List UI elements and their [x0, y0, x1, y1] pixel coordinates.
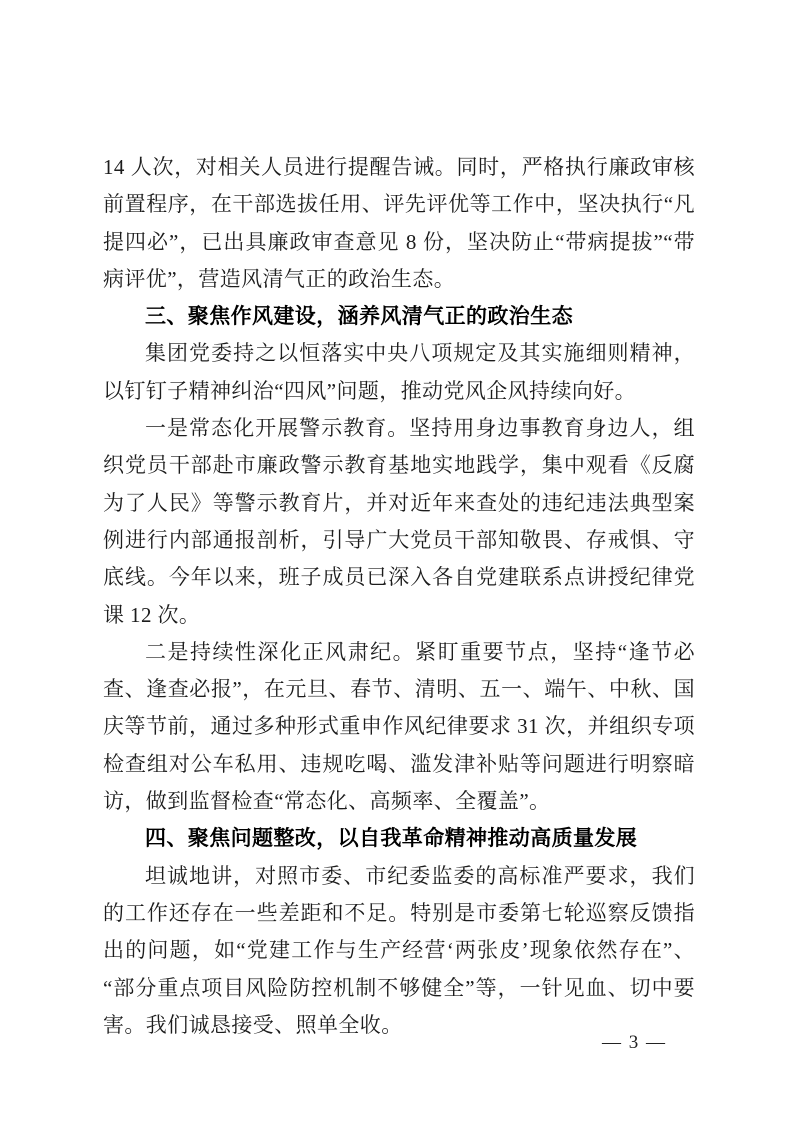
- section-heading-four: 四、聚焦问题整改，以自我革命精神推动高质量发展: [145, 827, 638, 851]
- section-heading-three: 三、聚焦作风建设，涵养风清气正的政治生态: [145, 305, 573, 329]
- body-paragraph: 坦诚地讲，对照市委、市纪委监委的高标准严要求，我们的工作还存在一些差距和不足。特别是市委第七轮巡察反馈指出的问题，如“党建工作与生产经营‘两张皮’现象依然存在”、“部分重点项目风险防控机制不够健全”等，一针见血、切中要害。我们诚恳接受、照单全收。: [103, 863, 695, 1037]
- document-content: [103, 149, 695, 1044]
- page-footer: [602, 1031, 665, 1055]
- page-number: — 3 —: [602, 1032, 665, 1053]
- body-paragraph: 二是持续性深化正风肃纪。紧盯重要节点，坚持“逢节必查、逢查必报”，在元旦、春节、清明、五一、端午、中秋、国庆等节前，通过多种形式重申作风纪律要求 31 次，并组织专项检查组对公车私用、违规吃喝、滥发津补贴等问题进行明察暗访，做到监督检查“常态化、高频率、全覆盖”。: [103, 639, 695, 814]
- body-paragraph-continuation: 14 人次，对相关人员进行提醒告诫。同时，严格执行廉政审核前置程序，在干部选拔任用、评先评优等工作中，坚决执行“凡提四必”，已出具廉政审查意见 8 份，坚决防止“带病提拔”“带病评优”，营造风清气正的政治生态。: [103, 155, 695, 291]
- body-paragraph: 集团党委持之以恒落实中央八项规定及其实施细则精神，以钉钉子精神纠治“四风”问题，推动党风企风持续向好。: [103, 341, 695, 403]
- body-paragraph: 一是常态化开展警示教育。坚持用身边事教育身边人，组织党员干部赴市廉政警示教育基地实地践学，集中观看《反腐为了人民》等警示教育片，并对近年来查处的违纪违法典型案例进行内部通报剖析，引导广大党员干部知敬畏、存戒惧、守底线。今年以来，班子成员已深入各自党建联系点讲授纪律党课 12 次。: [103, 416, 695, 627]
